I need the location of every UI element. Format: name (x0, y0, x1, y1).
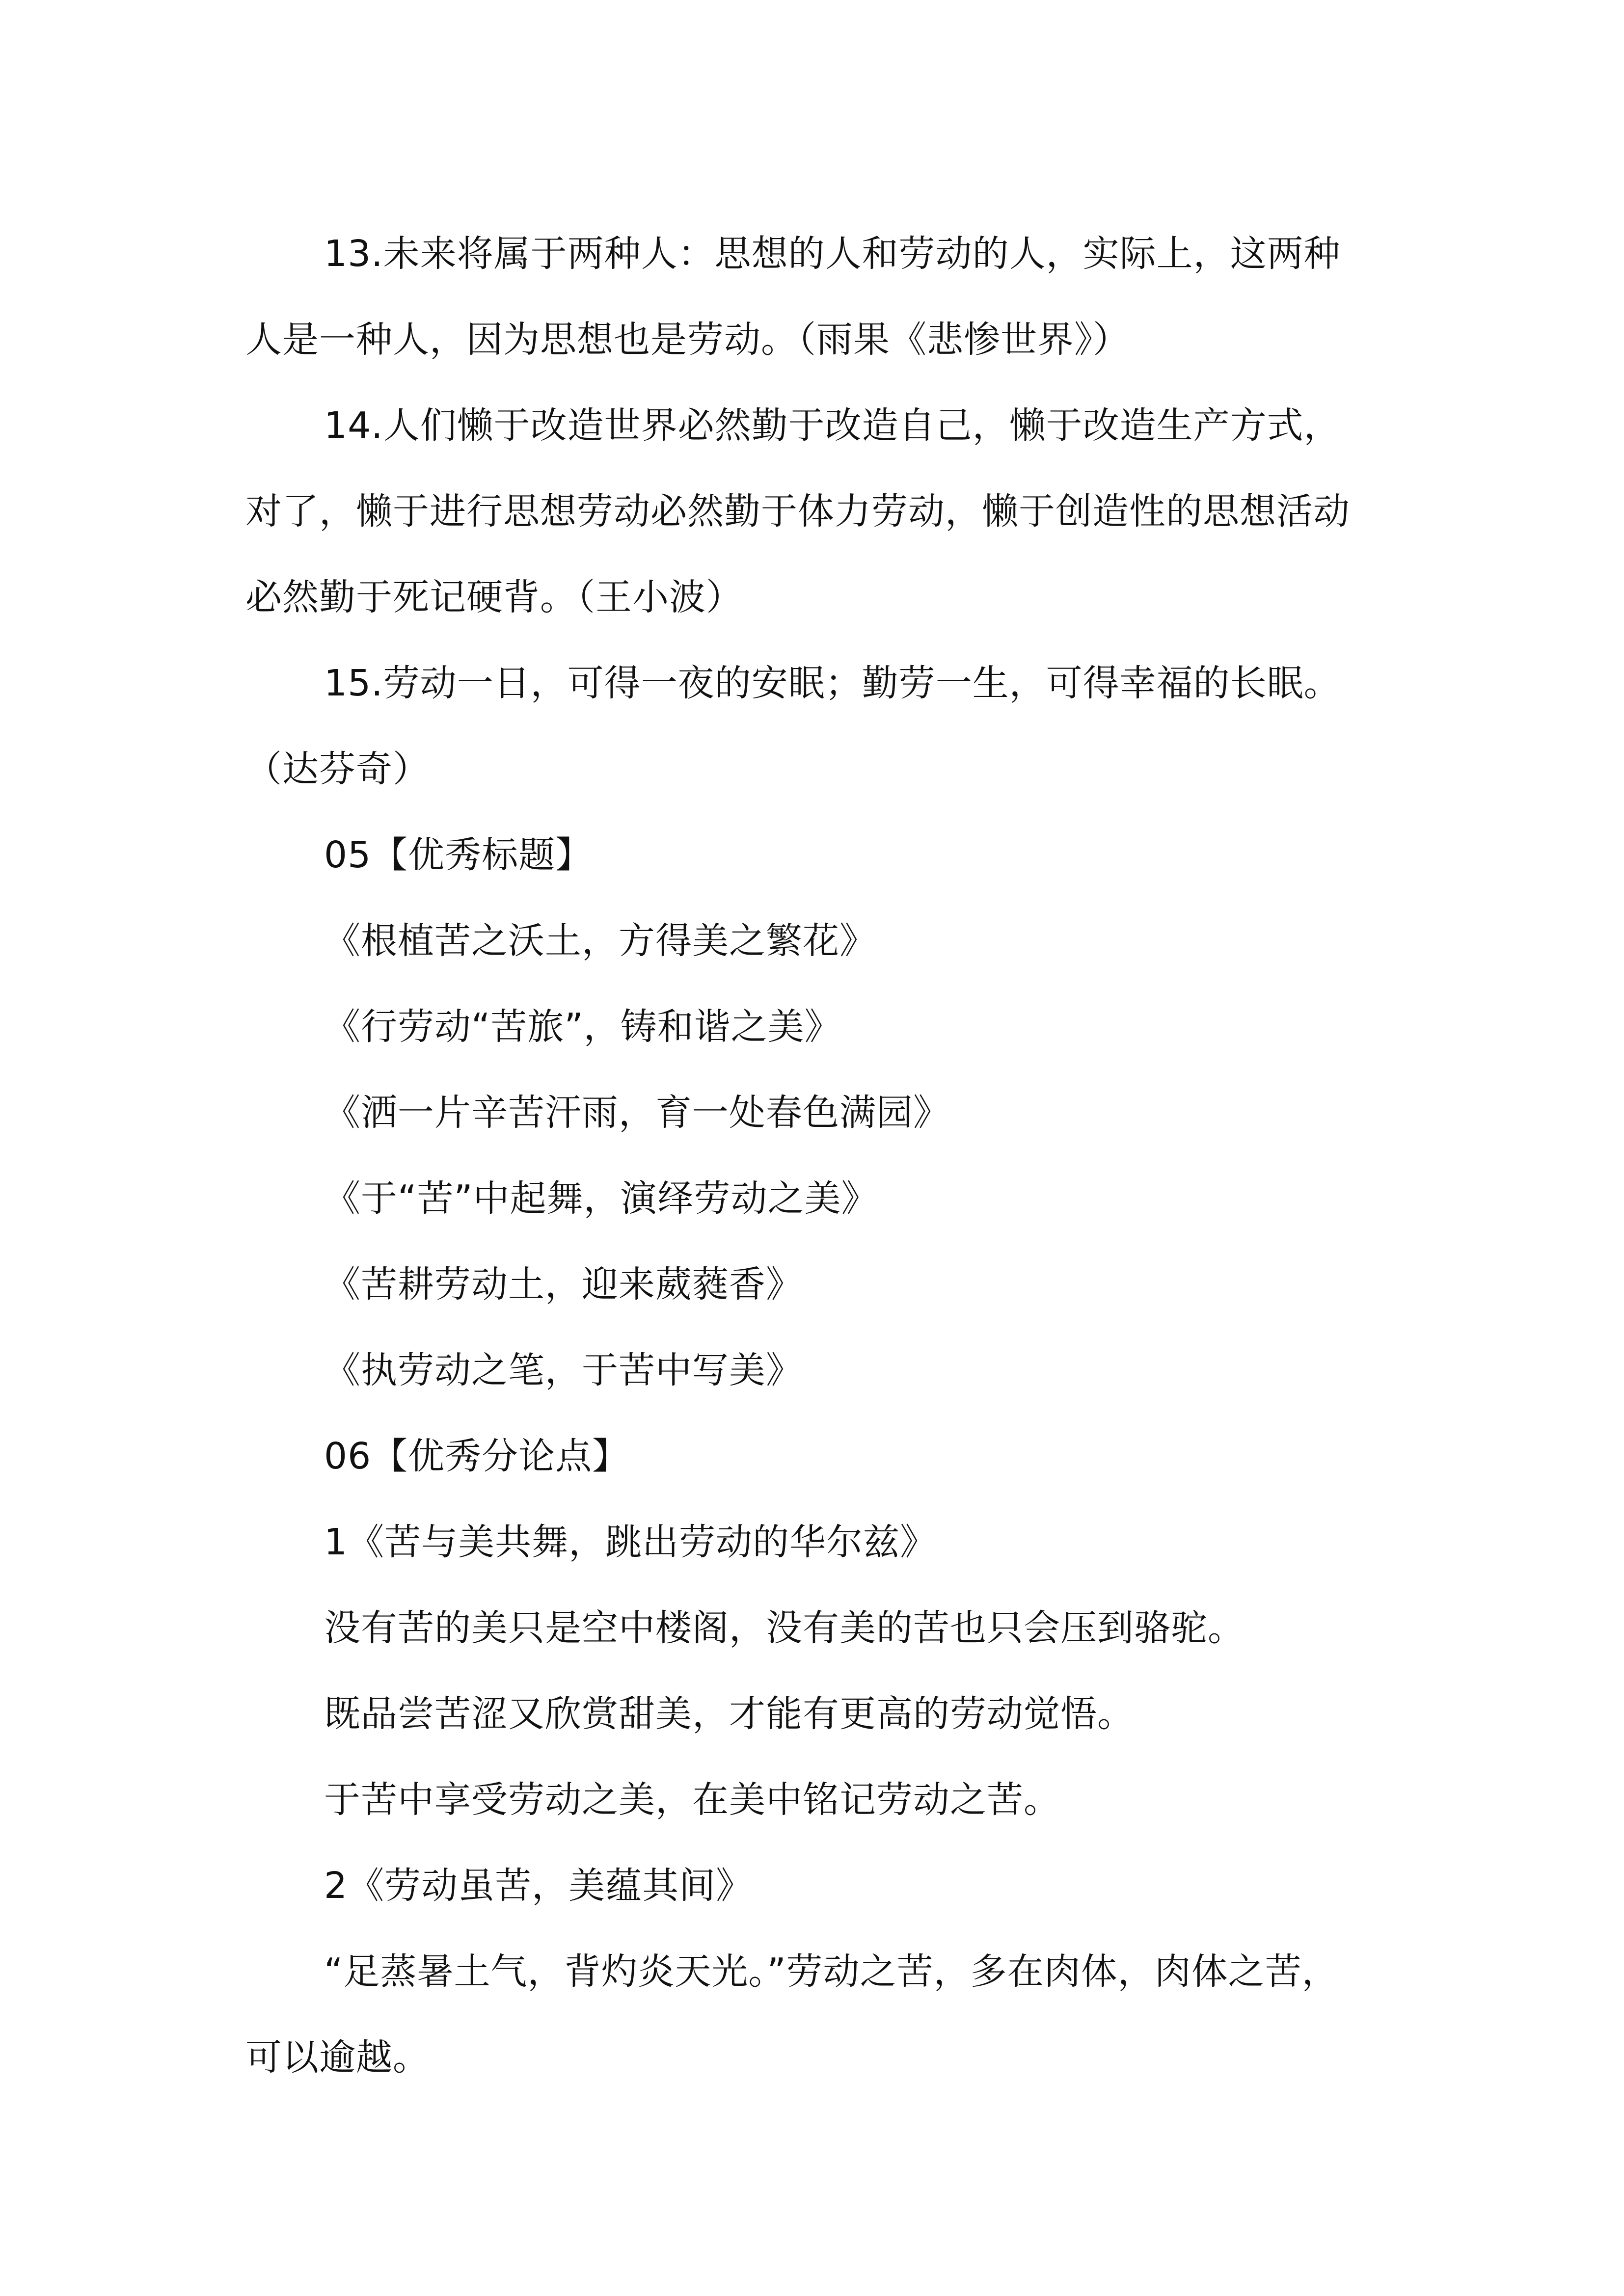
subpoint-1-line-c: 于苦中享受劳动之美，在美中铭记劳动之苦。 (324, 1779, 1060, 1821)
quote-13-line-2: 人是一种人，因为思想也是劳动。（雨果《悲惨世界》） (245, 319, 1130, 361)
title-item-5: 《苦耕劳动土，迎来葳蕤香》 (324, 1263, 803, 1306)
title-item-3: 《洒一片辛苦汗雨，育一处春色满园》 (324, 1092, 950, 1134)
title-item-6: 《执劳动之笔，于苦中写美》 (324, 1349, 803, 1391)
document-body (245, 211, 1394, 2101)
quote-15-line-1: 15.劳动一日，可得一夜的安眠；勤劳一生，可得幸福的长眠。 (324, 662, 1341, 704)
title-item-2: 《行劳动“苦旅”，铸和谐之美》 (324, 1006, 841, 1048)
subpoint-2-line-a: “足蒸暑土气，背灼炎天光。”劳动之苦，多在肉体，肉体之苦， (324, 1950, 1339, 1993)
quote-14-line-3: 必然勤于死记硬背。（王小波） (245, 576, 743, 618)
quote-14-line-2: 对了，懒于进行思想劳动必然勤于体力劳动，懒于创造性的思想活动 (245, 490, 1350, 533)
subpoint-1-title: 1《苦与美共舞，跳出劳动的华尔兹》 (324, 1521, 937, 1563)
subpoint-1-line-b: 既品尝苦涩又欣赏甜美，才能有更高的劳动觉悟。 (324, 1693, 1134, 1735)
quote-14-line-1: 14.人们懒于改造世界必然勤于改造自己，懒于改造生产方式， (324, 404, 1341, 447)
subpoint-1-line-a: 没有苦的美只是空中楼阁，没有美的苦也只会压到骆驼。 (324, 1607, 1245, 1649)
title-item-1: 《根植苦之沃土，方得美之繁花》 (324, 920, 876, 962)
subpoint-2-line-b: 可以逾越。 (245, 2036, 430, 2079)
section-heading-05: 05【优秀标题】 (324, 834, 593, 876)
quote-15-line-2: （达芬奇） (245, 748, 430, 790)
subpoint-2-title: 2《劳动虽苦，美蕴其间》 (324, 1865, 753, 1907)
title-item-4: 《于“苦”中起舞，演绎劳动之美》 (324, 1177, 878, 1220)
section-heading-06: 06【优秀分论点】 (324, 1435, 629, 1477)
quote-13-line-1: 13.未来将属于两种人：思想的人和劳动的人，实际上，这两种 (324, 233, 1341, 275)
